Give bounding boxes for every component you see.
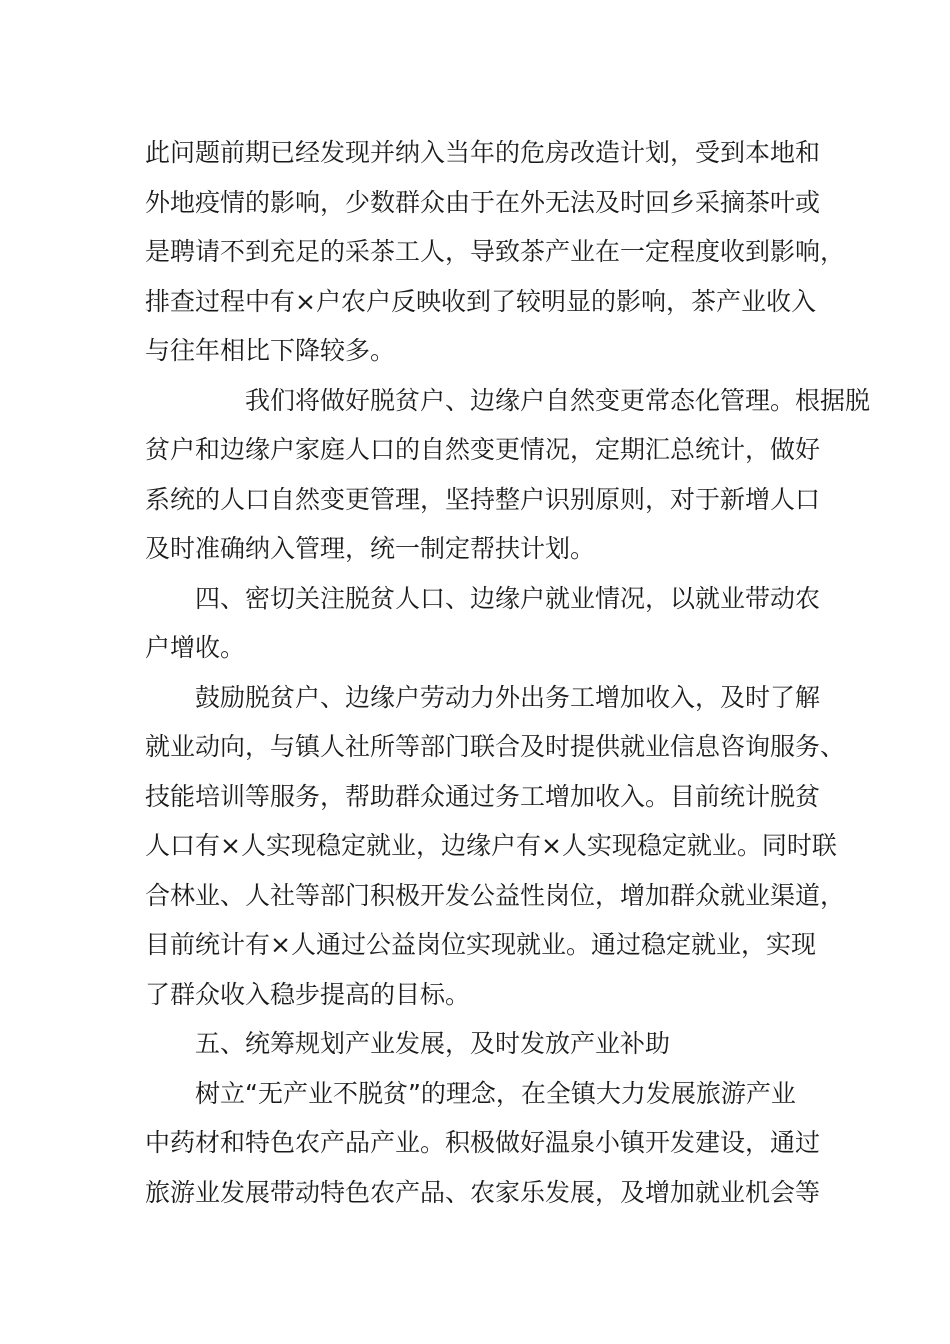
paragraph-start-line: 树立“无产业不脱贫”的理念，在全镇大力发展旅游产业: [195, 1078, 796, 1108]
text-line: 贫户和边缘户家庭人口的自然变更情况，定期汇总统计，做好: [145, 435, 821, 464]
text-line: 旅游业发展带动特色农产品、农家乐发展，及增加就业机会等: [145, 1177, 821, 1207]
text-line: 及时准确纳入管理，统一制定帮扶计划。: [145, 534, 596, 563]
text-line: 中药材和特色农产品产业。积极做好温泉小镇开发建设，通过: [145, 1128, 821, 1157]
text-line: 与往年相比下降较多。: [145, 336, 396, 365]
section-heading-line: 户增收。: [145, 633, 246, 662]
text-line: 人口有×人实现稳定就业，边缘户有×人实现稳定就业。同时联: [145, 831, 837, 860]
section-heading-line: 四、密切关注脱贫人口、边缘户就业情况，以就业带动农: [195, 583, 821, 613]
text-line: 合林业、人社等部门积极开发公益性岗位，增加群众就业渠道，: [145, 880, 846, 910]
text-line: 系统的人口自然变更管理，坚持整户识别原则，对于新增人口: [145, 484, 821, 514]
text-line: 是聘请不到充足的采茶工人，导致茶产业在一定程度收到影响，: [145, 237, 846, 266]
text-line: 就业动向，与镇人社所等部门联合及时提供就业信息咨询服务、: [145, 732, 846, 761]
paragraph-start-line: 我们将做好脱贫户、边缘户自然变更常态化管理。根据脱: [245, 385, 871, 415]
section-heading-line: 五、统筹规划产业发展，及时发放产业补助: [195, 1029, 671, 1058]
document-body: [145, 128, 871, 1217]
text-line: 目前统计有×人通过公益岗位实现就业。通过稳定就业，实现: [145, 930, 816, 959]
text-line: 此问题前期已经发现并纳入当年的危房改造计划，受到本地和: [145, 138, 821, 167]
text-line: 技能培训等服务，帮助群众通过务工增加收入。目前统计脱贫: [145, 781, 821, 811]
paragraph-start-line: 鼓励脱贫户、边缘户劳动力外出务工增加收入，及时了解: [195, 682, 821, 712]
text-line: 排查过程中有×户农户反映收到了较明显的影响，茶产业收入: [145, 286, 816, 316]
text-line: 外地疫情的影响，少数群众由于在外无法及时回乡采摘茶叶或: [145, 187, 821, 217]
text-line: 了群众收入稳步提高的目标。: [145, 979, 471, 1009]
